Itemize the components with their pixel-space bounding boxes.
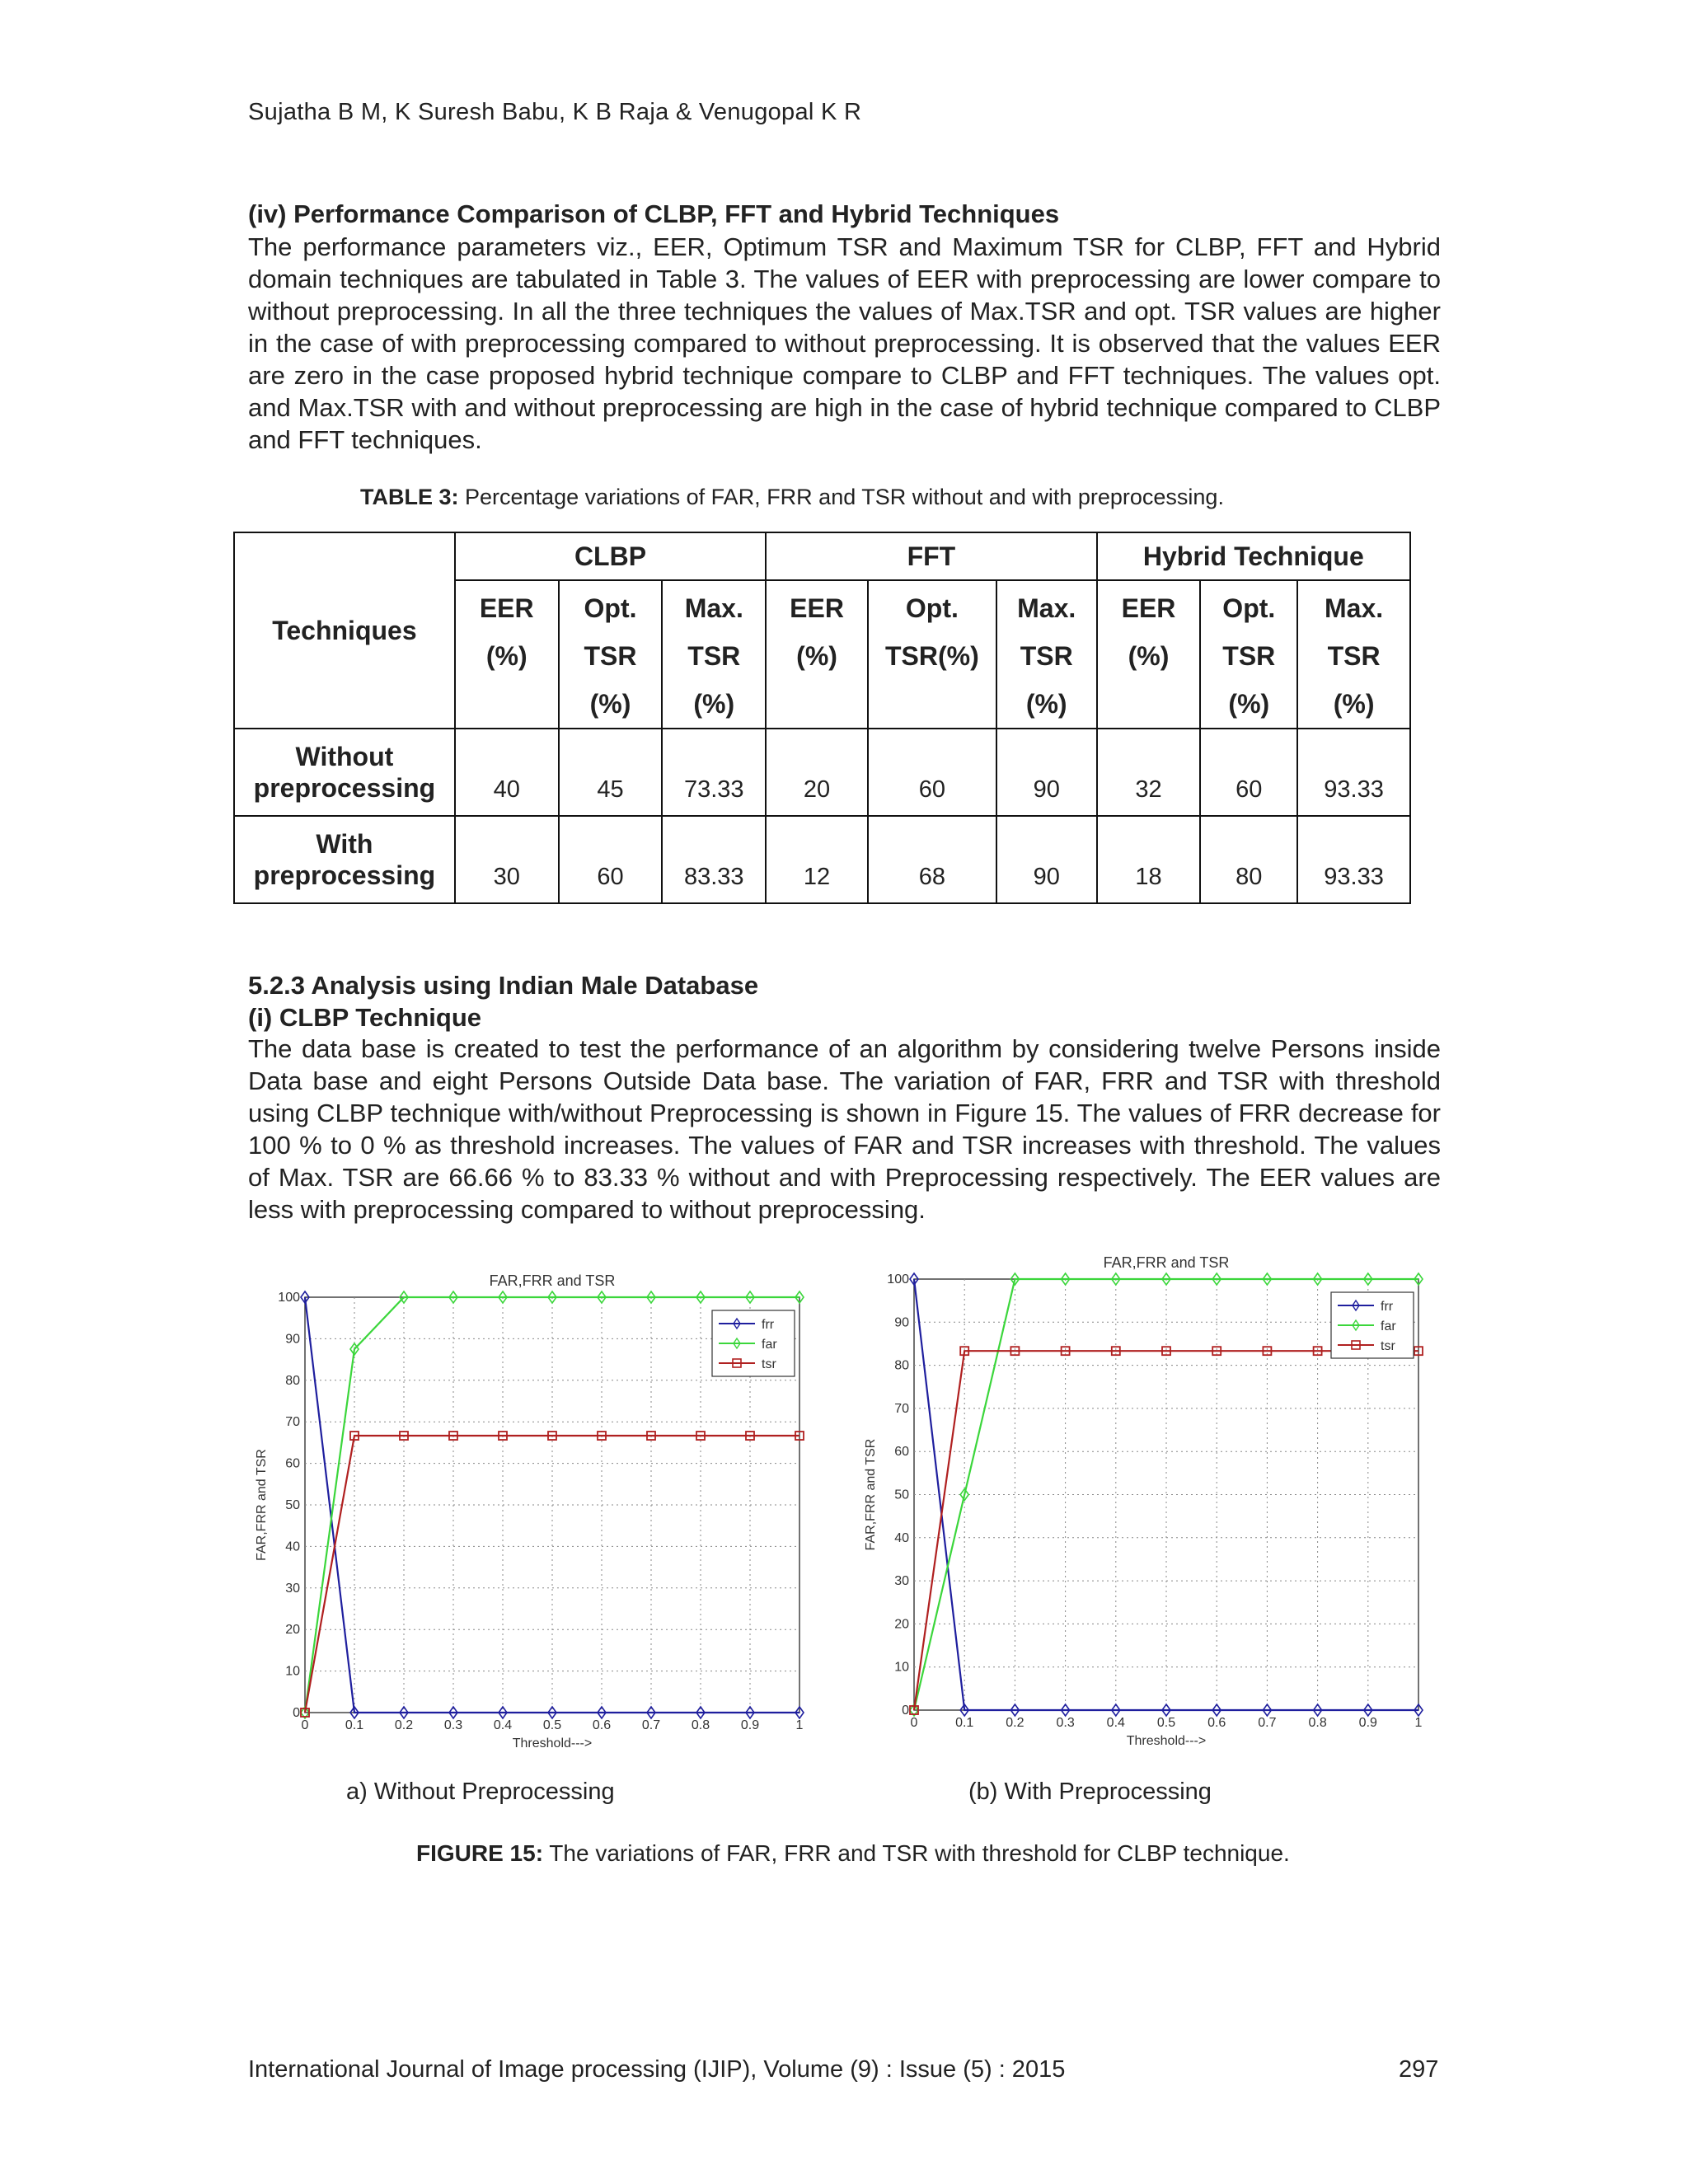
- table-row: [234, 816, 1410, 903]
- footer-journal: International Journal of Image processing (IJIP), Volume (9) : Issue (5) : 2015: [248, 2056, 1066, 2083]
- x-tick-label: 0.2: [1006, 1716, 1025, 1730]
- x-tick-label: 0.8: [1308, 1716, 1327, 1730]
- y-tick-label: 50: [285, 1498, 300, 1512]
- y-tick-label: 80: [894, 1358, 909, 1373]
- y-tick-label: 60: [285, 1456, 300, 1471]
- y-tick-label: 50: [894, 1488, 909, 1502]
- y-tick-label: 70: [894, 1401, 909, 1416]
- section-heading-523: 5.2.3 Analysis using Indian Male Database: [248, 971, 759, 1000]
- y-tick-label: 80: [285, 1373, 300, 1388]
- legend-label-far: far: [1381, 1319, 1396, 1333]
- section-iv-paragraph: The performance parameters viz., EER, Optimum TSR and Maximum TSR for CLBP, FFT and Hybrid domain techniques are tabulated in Table 3. The values of EER with preprocessing are lower compare to without preprocessing. In all the three techniques the values of Max.TSR and opt. TSR values are higher in the case of with preprocessing compared to without preprocessing. It is observed that the values EER are zero in the case proposed hybrid technique compare to CLBP and FFT techniques. The values opt. and Max.TSR with and without preprocessing are high in the case of hybrid technique compared to CLBP and FFT techniques.: [248, 232, 1441, 454]
- legend-label-frr: frr: [762, 1318, 775, 1332]
- y-tick-label: 30: [894, 1574, 909, 1589]
- figure-15b-label: (b) With Preprocessing: [968, 1779, 1212, 1805]
- x-tick-label: 0.5: [542, 1718, 562, 1732]
- y-axis-label: FAR,FRR and TSR: [864, 1438, 878, 1551]
- x-tick-label: 0: [910, 1716, 918, 1730]
- subheader-cell: EER (%): [1097, 580, 1201, 729]
- y-tick-label: 0: [293, 1706, 300, 1720]
- row-label-with: With preprocessing: [234, 816, 455, 903]
- x-tick-label: 1: [1414, 1716, 1423, 1730]
- y-tick-label: 90: [894, 1315, 909, 1330]
- section-heading-clbp: (i) CLBP Technique: [248, 1003, 482, 1032]
- y-tick-label: 100: [278, 1291, 300, 1305]
- subheader-cell: Opt. TSR(%): [868, 580, 996, 729]
- y-tick-label: 20: [894, 1617, 909, 1632]
- table-cell: 45: [559, 729, 663, 816]
- subheader-cell: Opt. TSR (%): [1200, 580, 1297, 729]
- x-tick-label: 0.7: [641, 1718, 661, 1732]
- section-523-paragraph: The data base is created to test the performance of an algorithm by considering twelve Persons inside Data base and eight Persons Outside Data base. The variation of FAR, FRR and TSR with threshold using CLBP technique with/without Preprocessing is shown in Figure 15. The values of FRR decrease for 100 % to 0 % as threshold increases. The values of FAR and TSR increases with threshold. The values of Max. TSR are 66.66 % to 83.33 % without and with Preprocessing respectively. The EER values are less with preprocessing compared to without preprocessing.: [248, 1034, 1441, 1224]
- x-tick-label: 0.2: [394, 1718, 414, 1732]
- table-3-caption-text: Percentage variations of FAR, FRR and TSR without and with preprocessing.: [458, 485, 1224, 509]
- table-cell: 93.33: [1297, 816, 1410, 903]
- x-tick-label: 0.4: [1106, 1716, 1125, 1730]
- x-tick-label: 0.9: [740, 1718, 760, 1732]
- x-tick-label: 0.6: [1207, 1716, 1226, 1730]
- chart-without-preprocessing: [247, 1261, 824, 1764]
- y-tick-label: 0: [902, 1704, 909, 1718]
- x-tick-label: 0.8: [691, 1718, 710, 1732]
- table-cell: 20: [766, 729, 868, 816]
- table-cell: 83.33: [662, 816, 766, 903]
- x-axis-label: Threshold--->: [1126, 1734, 1207, 1748]
- table-cell: 93.33: [1297, 729, 1410, 816]
- chart-with-preprocessing: [853, 1244, 1430, 1764]
- table-3-caption-label: TABLE 3:: [360, 485, 459, 509]
- page-number: 297: [1399, 2056, 1439, 2083]
- techniques-header: Techniques: [234, 532, 455, 729]
- running-header: Sujatha B M, K Suresh Babu, K B Raja & Venugopal K R: [248, 99, 862, 125]
- x-tick-label: 1: [795, 1718, 804, 1732]
- group-header-clbp: CLBP: [455, 532, 766, 580]
- table-cell: 90: [996, 729, 1097, 816]
- group-header-hybrid: Hybrid Technique: [1097, 532, 1410, 580]
- table-cell: 30: [455, 816, 559, 903]
- table-cell: 32: [1097, 729, 1201, 816]
- x-tick-label: 0: [301, 1718, 309, 1732]
- x-tick-label: 0.4: [493, 1718, 513, 1732]
- x-tick-label: 0.7: [1258, 1716, 1277, 1730]
- y-tick-label: 20: [285, 1623, 300, 1638]
- subheader-cell: EER (%): [455, 580, 559, 729]
- subheader-cell: Max. TSR (%): [1297, 580, 1410, 729]
- y-tick-label: 30: [285, 1581, 300, 1596]
- subheader-cell: Max. TSR (%): [996, 580, 1097, 729]
- table-cell: 80: [1200, 816, 1297, 903]
- table-3: [233, 532, 1411, 904]
- x-tick-label: 0.9: [1358, 1716, 1377, 1730]
- y-tick-label: 60: [894, 1445, 909, 1460]
- y-tick-label: 100: [887, 1272, 909, 1286]
- figure-15-caption: [416, 1840, 1290, 1867]
- figure-15-caption-text: The variations of FAR, FRR and TSR with threshold for CLBP technique.: [543, 1840, 1290, 1866]
- x-tick-label: 0.5: [1156, 1716, 1176, 1730]
- table-cell: 68: [868, 816, 996, 903]
- row-label-without: Without preprocessing: [234, 729, 455, 816]
- y-axis-label: FAR,FRR and TSR: [255, 1449, 269, 1561]
- legend-label-far: far: [762, 1338, 777, 1352]
- subheader-cell: Max. TSR (%): [662, 580, 766, 729]
- table-cell: 60: [559, 816, 663, 903]
- table-cell: 60: [868, 729, 996, 816]
- figure-15a-label: a) Without Preprocessing: [346, 1779, 615, 1805]
- table-cell: 40: [455, 729, 559, 816]
- x-tick-label: 0.1: [345, 1718, 364, 1732]
- table-row: [234, 729, 1410, 816]
- table-cell: 90: [996, 816, 1097, 903]
- x-tick-label: 0.3: [443, 1718, 463, 1732]
- y-tick-label: 10: [894, 1660, 909, 1675]
- legend-label-tsr: tsr: [762, 1357, 776, 1371]
- y-tick-label: 10: [285, 1664, 300, 1679]
- table-cell: 60: [1200, 729, 1297, 816]
- table-cell: 12: [766, 816, 868, 903]
- x-tick-label: 0.6: [592, 1718, 612, 1732]
- y-tick-label: 70: [285, 1415, 300, 1430]
- y-tick-label: 40: [894, 1530, 909, 1545]
- x-tick-label: 0.1: [955, 1716, 974, 1730]
- legend-label-tsr: tsr: [1381, 1339, 1395, 1353]
- y-tick-label: 90: [285, 1332, 300, 1347]
- table-3-caption: [360, 485, 1224, 510]
- group-header-fft: FFT: [766, 532, 1096, 580]
- x-tick-label: 0.3: [1056, 1716, 1075, 1730]
- chart-title: FAR,FRR and TSR: [489, 1272, 616, 1289]
- table-cell: 73.33: [662, 729, 766, 816]
- section-heading-iv: (iv) Performance Comparison of CLBP, FFT and Hybrid Techniques: [248, 199, 1060, 228]
- chart-title: FAR,FRR and TSR: [1103, 1254, 1230, 1271]
- subheader-cell: Opt. TSR (%): [559, 580, 663, 729]
- legend-label-frr: frr: [1381, 1300, 1394, 1314]
- x-axis-label: Threshold--->: [512, 1736, 593, 1750]
- subheader-cell: EER (%): [766, 580, 868, 729]
- figure-15-caption-label: FIGURE 15:: [416, 1840, 544, 1866]
- y-tick-label: 40: [285, 1540, 300, 1554]
- table-cell: 18: [1097, 816, 1201, 903]
